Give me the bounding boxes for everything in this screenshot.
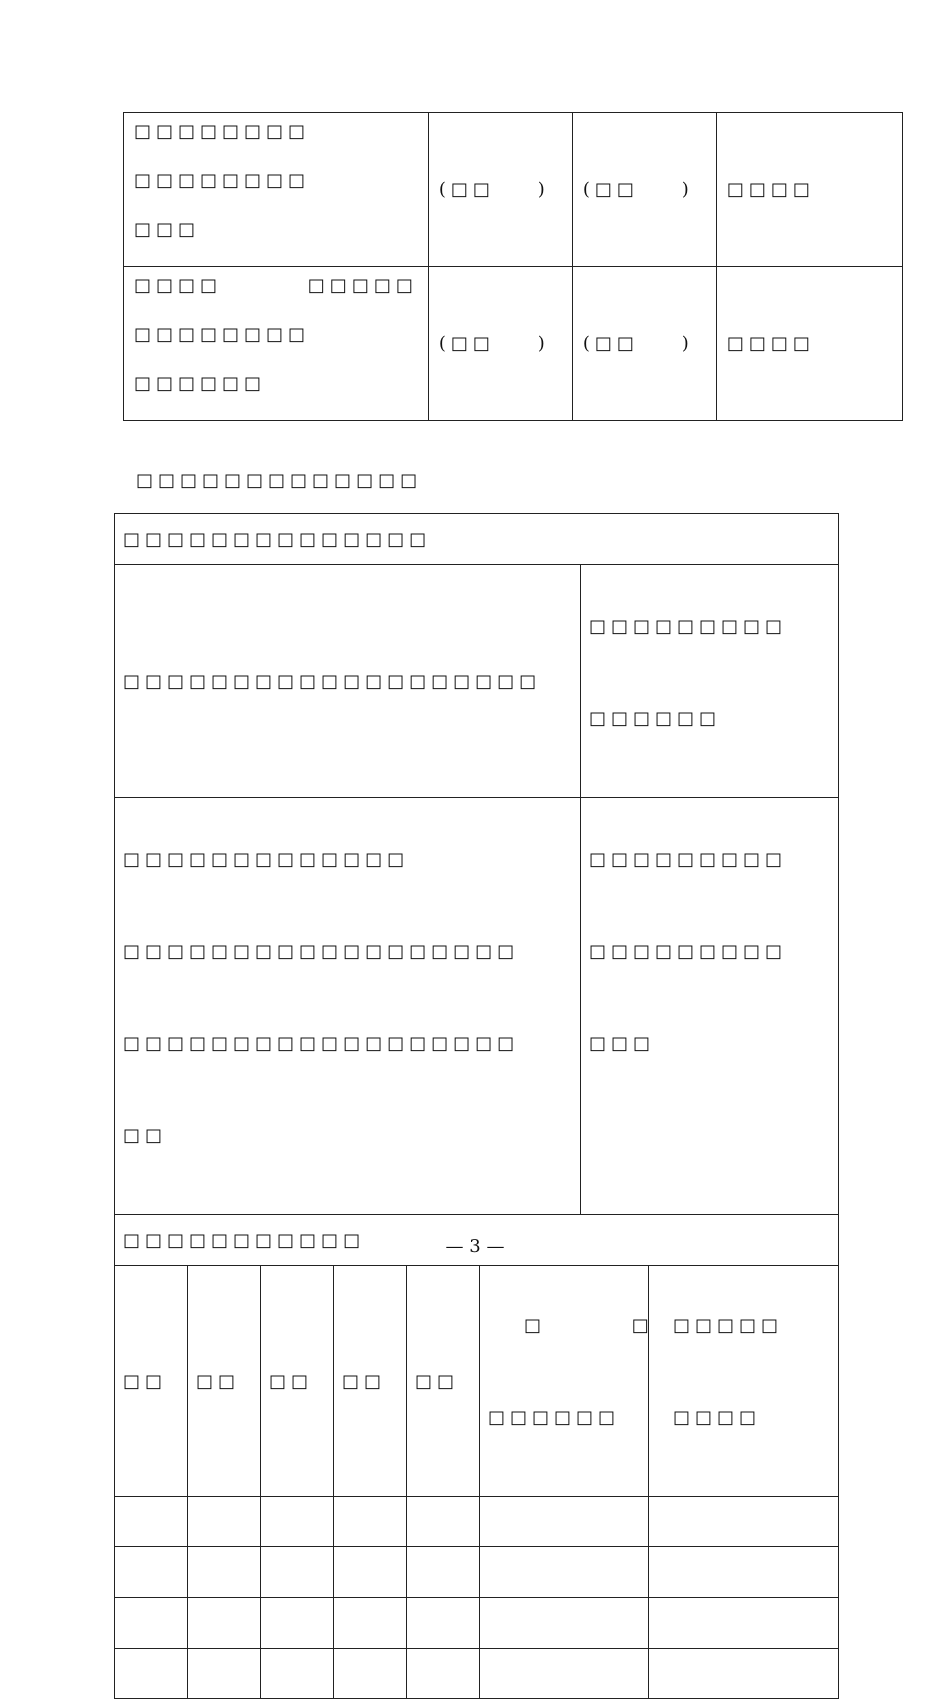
input-cell[interactable] <box>480 1598 649 1649</box>
input-cell[interactable] <box>480 1649 649 1699</box>
cell-value: (□□ ) <box>572 113 716 267</box>
column-header: □ □ □□□□□□ <box>480 1266 649 1497</box>
table-row <box>124 267 903 421</box>
input-cell[interactable] <box>407 1598 480 1649</box>
input-cell[interactable] <box>649 1497 839 1547</box>
row-label: □□□□ □□□□□ □□□□□□□□ □□□□□□ <box>124 267 429 421</box>
input-cell[interactable] <box>261 1598 334 1649</box>
input-cell[interactable] <box>334 1649 407 1699</box>
cell-value: (□□ ) <box>428 113 572 267</box>
table-row <box>115 1598 839 1649</box>
column-header: □□ <box>261 1266 334 1497</box>
input-cell[interactable] <box>407 1649 480 1699</box>
input-cell[interactable] <box>188 1649 261 1699</box>
input-cell[interactable] <box>480 1547 649 1598</box>
table-row <box>115 1547 839 1598</box>
input-cell[interactable] <box>261 1547 334 1598</box>
table-bottom <box>114 513 839 1699</box>
column-header: □□ <box>407 1266 480 1497</box>
input-cell[interactable] <box>649 1649 839 1699</box>
table-row <box>115 798 839 1215</box>
table-header-row <box>115 1266 839 1497</box>
input-cell[interactable] <box>334 1598 407 1649</box>
table-row <box>124 113 903 267</box>
column-header: □□ <box>334 1266 407 1497</box>
input-cell[interactable] <box>261 1497 334 1547</box>
cell-value: □□□□ <box>716 267 902 421</box>
input-cell[interactable] <box>649 1547 839 1598</box>
input-cell[interactable] <box>407 1497 480 1547</box>
input-cell[interactable] <box>334 1547 407 1598</box>
input-cell[interactable] <box>115 1598 188 1649</box>
input-cell[interactable] <box>407 1547 480 1598</box>
input-cell[interactable] <box>115 1497 188 1547</box>
column-header: □□ <box>115 1266 188 1497</box>
input-cell[interactable] <box>334 1497 407 1547</box>
table-caption: □□□□□□□□□□□□□ <box>136 470 423 491</box>
input-cell[interactable] <box>188 1497 261 1547</box>
cell-value: (□□ ) <box>428 267 572 421</box>
cell-value: (□□ ) <box>572 267 716 421</box>
input-cell[interactable] <box>188 1598 261 1649</box>
table-row <box>115 565 839 798</box>
field-note: □□□□□□□□□ □□□□□□□□□ □□□ <box>581 798 839 1215</box>
section-title: □□□□□□□□□□□ <box>115 1215 839 1266</box>
input-cell[interactable] <box>649 1598 839 1649</box>
column-header: □□□□□ □□□□ <box>649 1266 839 1497</box>
row-label: □□□□□□□□ □□□□□□□□ □□□ <box>124 113 429 267</box>
field-label: □□□□□□□□□□□□□□□□□□□ <box>115 565 581 798</box>
field-note: □□□□□□□□□ □□□□□□ <box>581 565 839 798</box>
column-header: □□ <box>188 1266 261 1497</box>
page-number: — 3 — <box>445 1236 505 1257</box>
input-cell[interactable] <box>480 1497 649 1547</box>
field-label: □□□□□□□□□□□□□ □□□□□□□□□□□□□□□□□□ □□□□□□□□□□□□□□□□□□ □□ <box>115 798 581 1215</box>
table-row <box>115 514 839 565</box>
table-row <box>115 1649 839 1699</box>
input-cell[interactable] <box>261 1649 334 1699</box>
cell-value: □□□□ <box>716 113 902 267</box>
section-title: □□□□□□□□□□□□□□ <box>115 514 839 565</box>
table-row <box>115 1497 839 1547</box>
input-cell[interactable] <box>115 1547 188 1598</box>
table-top <box>123 112 903 421</box>
input-cell[interactable] <box>188 1547 261 1598</box>
input-cell[interactable] <box>115 1649 188 1699</box>
